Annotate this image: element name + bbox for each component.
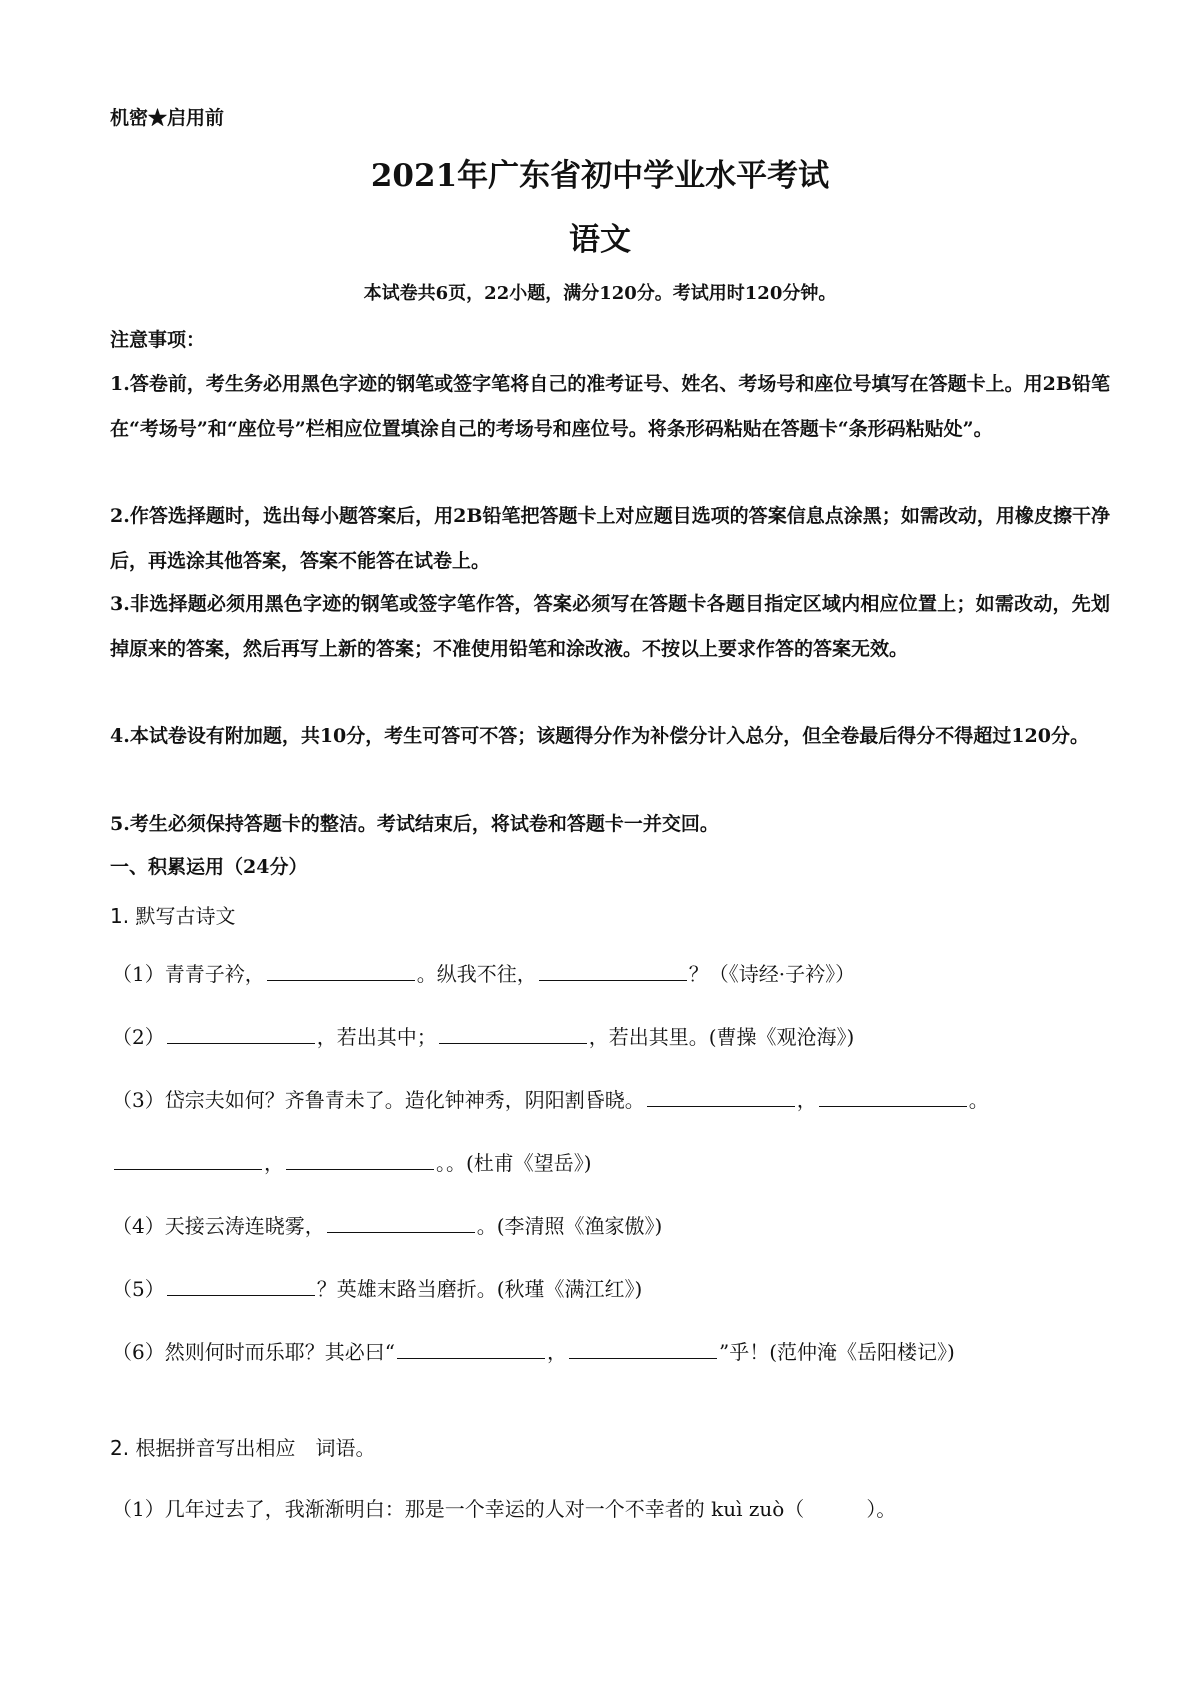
item-number: （2） bbox=[112, 1025, 165, 1049]
page-title: 2021年广东省初中学业水平考试 bbox=[370, 158, 830, 194]
subject-title: 语文 bbox=[569, 222, 631, 258]
question-item-continued bbox=[112, 1147, 592, 1176]
question-heading: 1. 默写古诗文 bbox=[110, 904, 236, 928]
question-item bbox=[112, 1021, 854, 1050]
item-number: （1） bbox=[112, 962, 165, 986]
answer-blank[interactable] bbox=[286, 1151, 434, 1170]
item-text: ”乎！(范仲淹《岳阳楼记》) bbox=[718, 1340, 955, 1364]
item-text: 。(李清照《渔家傲》) bbox=[476, 1214, 663, 1238]
answer-blank[interactable] bbox=[439, 1025, 587, 1044]
item-text: ， bbox=[264, 1151, 284, 1175]
answer-blank[interactable] bbox=[819, 1088, 967, 1107]
notice-item: 5.考生必须保持答题卡的整洁。考试结束后，将试卷和答题卡一并交回。 bbox=[110, 813, 719, 835]
question-item bbox=[112, 1084, 989, 1113]
item-text: ）。 bbox=[866, 1497, 897, 1521]
answer-blank[interactable] bbox=[114, 1151, 262, 1170]
item-text: ， bbox=[546, 1340, 567, 1364]
question-heading: 2. 根据拼音写出相应 词语。 bbox=[110, 1436, 376, 1460]
item-text: 。纵我不往， bbox=[416, 962, 537, 986]
answer-blank[interactable] bbox=[539, 962, 687, 981]
confidential-label: 机密★启用前 bbox=[110, 107, 225, 129]
item-text: 岱宗夫如何？齐鲁青未了。造化钟神秀，阴阳割昏晓。 bbox=[164, 1088, 645, 1112]
item-text: ， bbox=[796, 1088, 817, 1112]
item-text: 天接云涛连晓雾， bbox=[164, 1214, 325, 1238]
answer-blank[interactable] bbox=[167, 1277, 315, 1296]
section-title: 一、积累运用（24分） bbox=[110, 856, 308, 878]
answer-blank[interactable] bbox=[569, 1340, 717, 1359]
item-number: （3） bbox=[112, 1088, 165, 1112]
answer-blank[interactable] bbox=[167, 1025, 315, 1044]
notice-item: 1.答卷前，考生务必用黑色字迹的钢笔或签字笔将自己的准考证号、姓名、考场号和座位号填写在答题卡上。用2B铅笔在“考场号”和“座位号”栏相应位置填涂自己的考场号和座位号。将条形码粘贴在答题卡“条形码粘贴处”。 bbox=[110, 373, 1110, 440]
item-text: 青青子衿， bbox=[164, 962, 265, 986]
item-text: 几年过去了，我渐渐明白：那是一个幸运的人对一个不幸者的 kuì zuò（ bbox=[164, 1497, 805, 1521]
answer-blank[interactable] bbox=[647, 1088, 795, 1107]
notice-item: 4.本试卷设有附加题，共10分，考生可答可不答；该题得分作为补偿分计入总分，但全卷最后得分不得超过120分。 bbox=[110, 725, 1089, 747]
item-number: （6） bbox=[112, 1340, 165, 1364]
question-item bbox=[112, 1273, 642, 1302]
exam-info: 本试卷共6页，22小题，满分120分。考试用时120分钟。 bbox=[363, 283, 837, 304]
item-text: ，若出其中； bbox=[316, 1025, 437, 1049]
question-item bbox=[112, 958, 855, 987]
notice-heading: 注意事项： bbox=[110, 329, 206, 351]
answer-blank[interactable] bbox=[267, 962, 415, 981]
item-text: ，若出其里。(曹操《观沧海》) bbox=[588, 1025, 855, 1049]
item-number: （4） bbox=[112, 1214, 165, 1238]
item-text: 然则何时而乐耶？其必曰“ bbox=[164, 1340, 395, 1364]
question-item bbox=[112, 1493, 896, 1522]
answer-blank[interactable] bbox=[327, 1214, 475, 1233]
question-item bbox=[112, 1336, 955, 1365]
notice-item: 3.非选择题必须用黑色字迹的钢笔或签字笔作答，答案必须写在答题卡各题目指定区域内相应位置上；如需改动，先划掉原来的答案，然后再写上新的答案；不准使用铅笔和涂改液。不按以上要求作答的答案无效。 bbox=[110, 593, 1110, 660]
question-item bbox=[112, 1210, 662, 1239]
notice-item: 2.作答选择题时，选出每小题答案后，用2B铅笔把答题卡上对应题目选项的答案信息点涂黑；如需改动，用橡皮擦干净后，再选涂其他答案，答案不能答在试卷上。 bbox=[110, 505, 1110, 572]
answer-blank[interactable] bbox=[397, 1340, 545, 1359]
item-number: （1） bbox=[112, 1497, 165, 1521]
item-text: 。。(杜甫《望岳》) bbox=[436, 1151, 592, 1175]
item-text: 。 bbox=[968, 1088, 989, 1112]
item-text: ？英雄末路当磨折。(秋瑾《满江红》) bbox=[316, 1277, 643, 1301]
item-number: （5） bbox=[112, 1277, 165, 1301]
item-text: ？（《诗经·子衿》） bbox=[688, 962, 856, 986]
